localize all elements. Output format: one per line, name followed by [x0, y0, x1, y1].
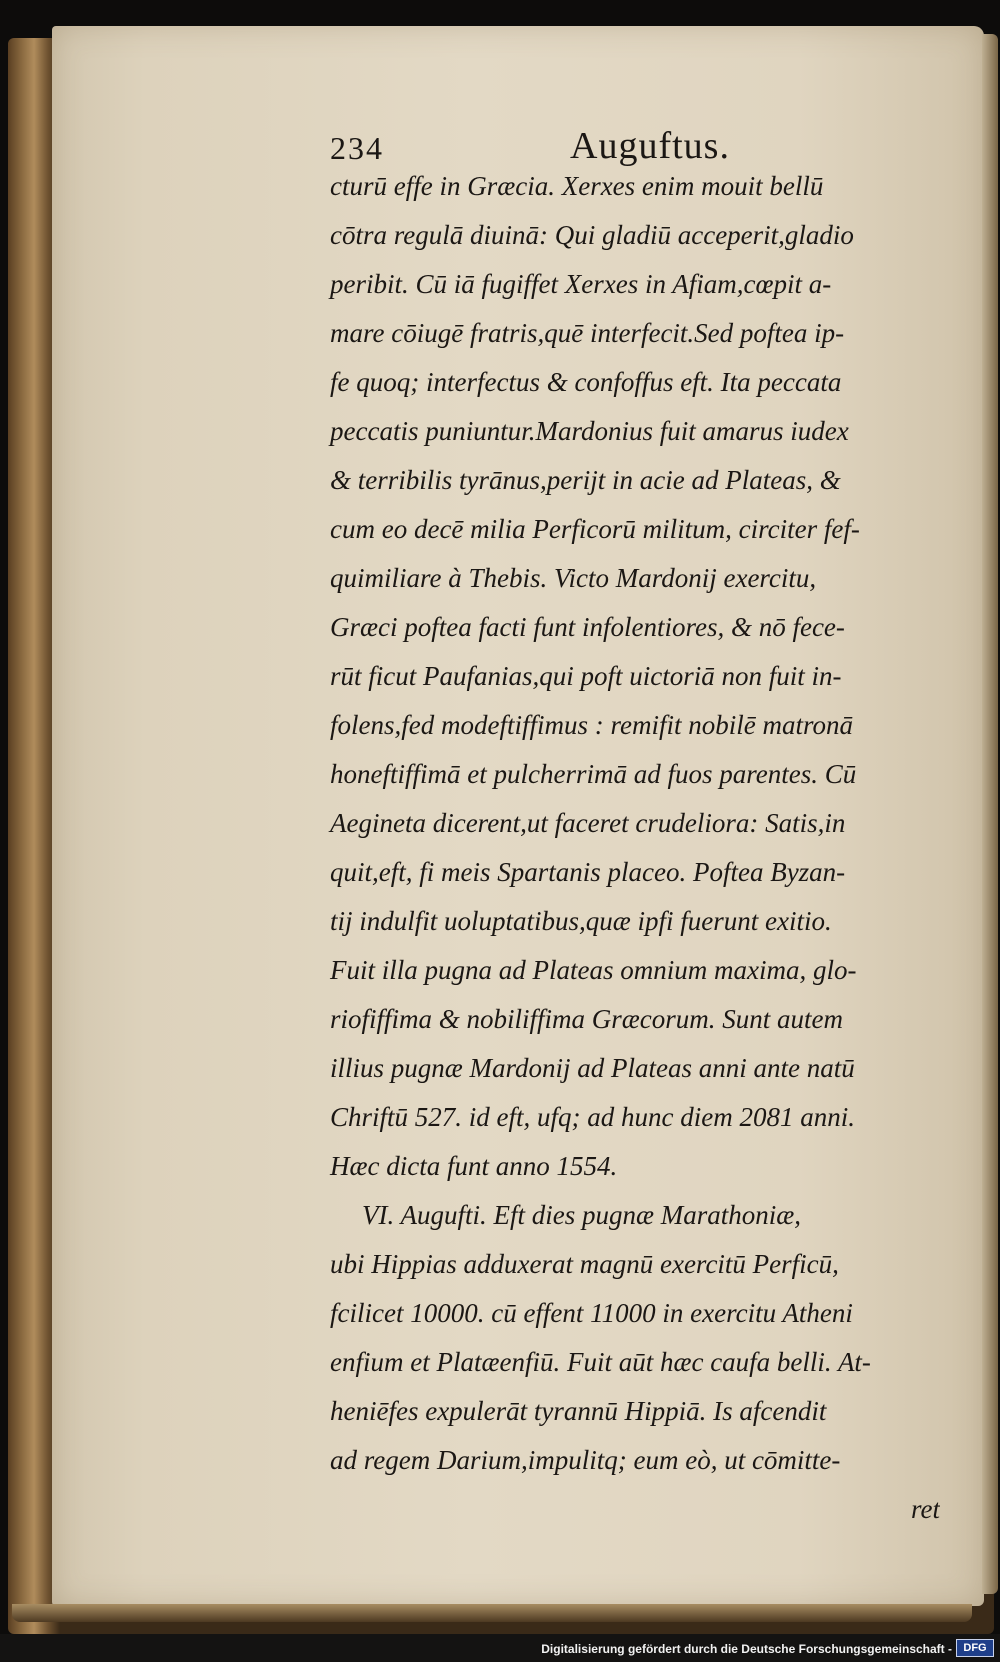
- text-line: rūt ficut Paufanias,qui poft uictoriā non fuit in-: [330, 661, 842, 691]
- text-line: cum eo decē milia Perficorū militum, circiter fef-: [330, 514, 860, 544]
- paragraph-line: VI. Augufti. Eft dies pugnæ Marathoniæ,: [362, 1200, 802, 1230]
- text-line: Fuit illa pugna ad Plateas omnium maxima, glo-: [330, 955, 857, 985]
- paragraph-line: ubi Hippias adduxerat magnū exercitū Perficū,: [330, 1249, 839, 1279]
- text-line: mare cōiugē fratris,quē interfecit.Sed poftea ip-: [330, 318, 845, 348]
- paragraph-line: fcilicet 10000. cū effent 11000 in exercitu Atheni: [330, 1298, 853, 1328]
- text-line: peccatis puniuntur.Mardonius fuit amarus iudex: [330, 416, 849, 446]
- text-line: honeftiffimā et pulcherrimā ad fuos parentes. Cū: [330, 759, 857, 789]
- text-line: cturū effe in Græcia. Xerxes enim mouit bellū: [330, 171, 824, 201]
- text-line: peribit. Cū iā fugiffet Xerxes in Afiam,cœpit a-: [330, 269, 832, 299]
- page-text-block: [270, 92, 940, 1534]
- text-line: & terribilis tyrānus,perijt in acie ad Plateas, &: [330, 465, 841, 495]
- running-head-title: Auguftus.: [570, 125, 730, 167]
- running-head: [270, 92, 940, 167]
- page-bottom-edge: [12, 1604, 972, 1622]
- text-line: riofiffima & nobiliffima Græcorum. Sunt autem: [330, 1004, 844, 1034]
- paragraph-line: ad regem Darium,impulitq; eum eò, ut cōmitte-: [330, 1445, 841, 1475]
- text-line: fe quoq; interfectus & confoffus eft. Ita peccata: [330, 367, 842, 397]
- text-line: tij indulfit uoluptatibus,quæ ipfi fuerunt exitio.: [330, 906, 832, 936]
- text-line: quimiliare à Thebis. Victo Mardonij exercitu,: [330, 563, 817, 593]
- dfg-logo-badge: DFG: [956, 1639, 994, 1657]
- page-number: 234: [330, 130, 384, 166]
- catchword: ret: [911, 1494, 940, 1524]
- text-line: Aegineta dicerent,ut faceret crudeliora: Satis,in: [330, 808, 846, 838]
- paragraph-line: heniēfes expulerāt tyrannū Hippiā. Is afcendit: [330, 1396, 827, 1426]
- text-line: Græci poftea facti funt infolentiores, & nō fece-: [330, 612, 845, 642]
- text-line: Hæc dicta funt anno 1554.: [330, 1151, 618, 1181]
- text-line: cōtra regulā diuinā: Qui gladiū acceperit,gladio: [330, 220, 854, 250]
- paragraph-line: enfium et Platæenfiū. Fuit aūt hæc caufa belli. At-: [330, 1347, 871, 1377]
- text-line: Chriftū 527. id eft, ufq; ad hunc diem 2081 anni.: [330, 1102, 855, 1132]
- footer-credit: Digitalisierung gefördert durch die Deutsche Forschungsgemeinschaft -: [541, 1642, 952, 1656]
- text-line: quit,eft, fi meis Spartanis placeo. Poftea Byzan-: [330, 857, 846, 887]
- text-line: folens,fed modeftiffimus : remifit nobilē matronā: [330, 710, 853, 740]
- footer-bar: [0, 1634, 1000, 1662]
- page-right-edge: [982, 34, 998, 1594]
- text-line: illius pugnæ Mardonij ad Plateas anni ante natū: [330, 1053, 855, 1083]
